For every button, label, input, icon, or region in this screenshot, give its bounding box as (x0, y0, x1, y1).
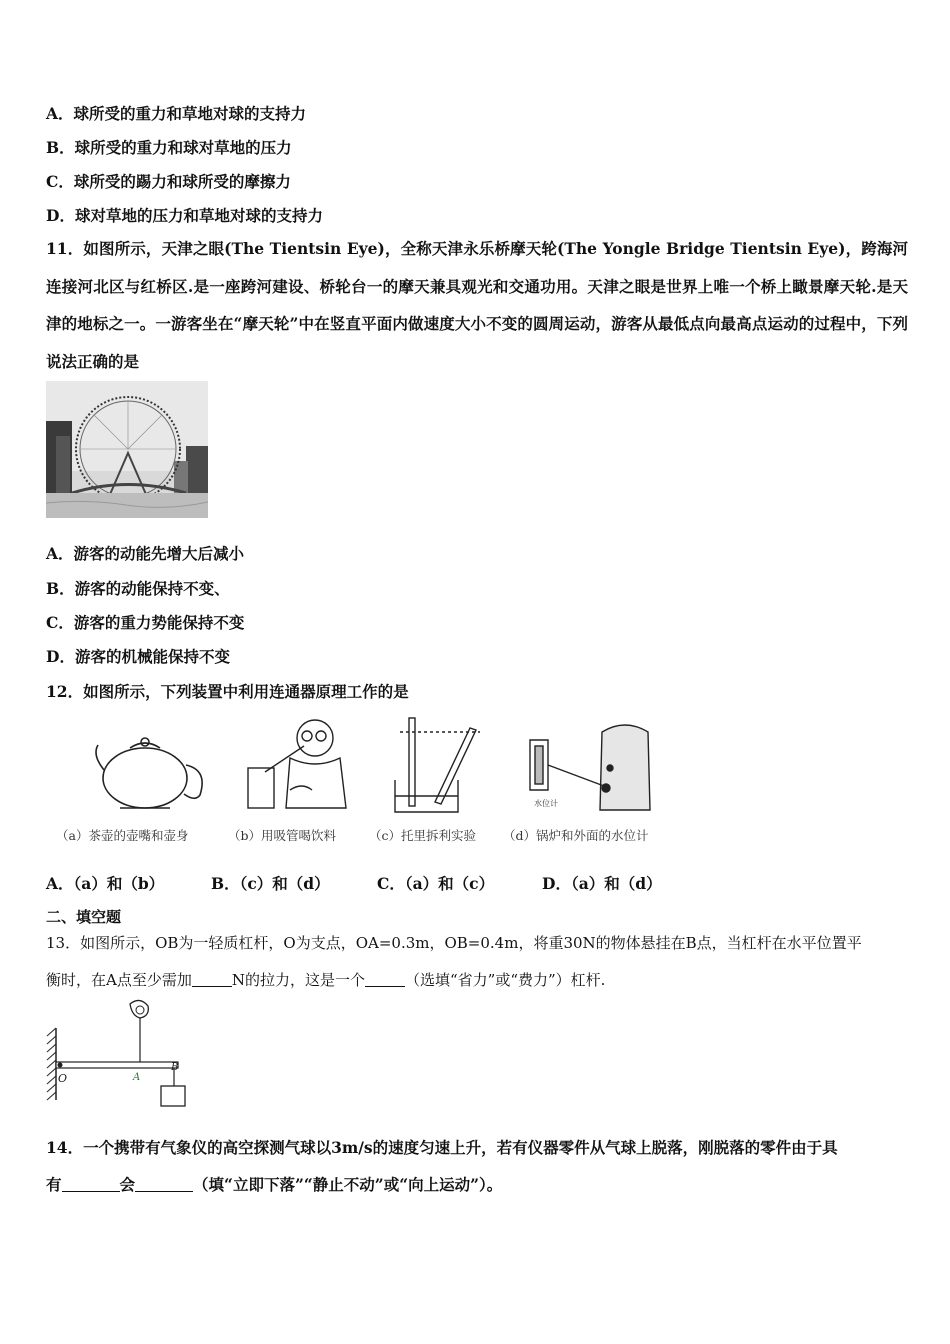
q14-blank-1[interactable] (62, 1176, 120, 1193)
q13-text-c: （选填“省力”或“费力”）杠杆. (404, 971, 606, 989)
q10-option-a: A．球所受的重力和草地对球的支持力 (46, 104, 307, 123)
q11-stem: 11．如图所示，天津之眼(The Tientsin Eye)，全称天津永乐桥摩天轮(The Yongle Bridge Tientsin Eye)，跨海河连接河北区与红桥区.是一座跨河建设、桥轮台一的摩天兼具观光和交通功用。天津之眼是世界上唯一个桥上瞰景摩天轮.是天津的地标之一。一游客坐在“摩天轮”中在竖直平面内做速度大小不变的圆周运动，游客从最低点向最高点运动的过程中，下列说法正确的是 (46, 239, 908, 371)
q11-option-a: A．游客的动能先增大后减小 (46, 544, 245, 563)
q11-option-b: B．游客的动能保持不变、 (46, 579, 230, 598)
q12-stem: 12．如图所示，下列装置中利用连通器原理工作的是 (46, 682, 409, 701)
q13-text-a: 衡时，在A点至少需加 (46, 971, 192, 989)
q11-option-d: D．游客的机械能保持不变 (46, 647, 230, 666)
person-straw-drawing (248, 720, 346, 808)
q13-line2 (46, 969, 605, 990)
q10-option-b: B．球所受的重力和球对草地的压力 (46, 138, 292, 157)
q13-blank-1[interactable] (192, 971, 232, 987)
q12-option-b: B．（c）和（d） (211, 874, 330, 893)
torricelli-drawing (395, 718, 480, 812)
q12-caption-d: （d）锅炉和外面的水位计 (503, 828, 649, 843)
q10-option-d: D．球对草地的压力和草地对球的支持力 (46, 206, 323, 225)
teapot-drawing (96, 738, 202, 808)
water-gauge-label: 水位计 (534, 799, 558, 808)
tianjin-eye-photo (46, 381, 208, 518)
q13-line1: 13．如图所示，OB为一轻质杠杆，O为支点，OA=0.3m，OB=0.4m，将重30N的物体悬挂在B点，当杠杆在水平位置平 (46, 934, 862, 952)
q11-option-c: C．游客的重力势能保持不变 (46, 613, 245, 632)
q13-blank-2[interactable] (365, 971, 405, 987)
q10-option-c: C．球所受的踢力和球所受的摩擦力 (46, 172, 291, 191)
q12-option-c: C．（a）和（c） (377, 874, 495, 893)
lever-diagram (44, 998, 194, 1110)
q12-figures (90, 710, 690, 822)
q12-option-d: D．（a）和（d） (542, 874, 662, 893)
q14-line2 (46, 1173, 502, 1195)
boiler-drawing (530, 725, 650, 810)
label-O: O (58, 1072, 68, 1085)
q12-caption-a: （a）茶壶的壶嘴和壶身 (56, 828, 189, 843)
q14-text-c: （填“立即下落”“静止不动”或“向上运动”）。 (193, 1175, 503, 1194)
q14-blank-2[interactable] (135, 1176, 193, 1193)
q13-text-b: N的拉力，这是一个 (231, 971, 365, 989)
q12-caption-c: （c）托里拆利实验 (369, 828, 477, 843)
q12-option-a: A．（a）和（b） (46, 874, 165, 893)
q14-text-b: 会 (119, 1175, 136, 1194)
label-A: A (133, 1072, 141, 1083)
label-B: B (171, 1062, 179, 1073)
q14-line1: 14．一个携带有气象仪的高空探测气球以3m/s的速度匀速上升，若有仪器零件从气球上脱落，刚脱落的零件由于具 (46, 1138, 838, 1157)
section-title: 二、填空题 (46, 908, 122, 926)
q12-caption-b: （b）用吸管喝饮料 (228, 828, 337, 843)
q14-text-a: 有 (46, 1175, 62, 1194)
